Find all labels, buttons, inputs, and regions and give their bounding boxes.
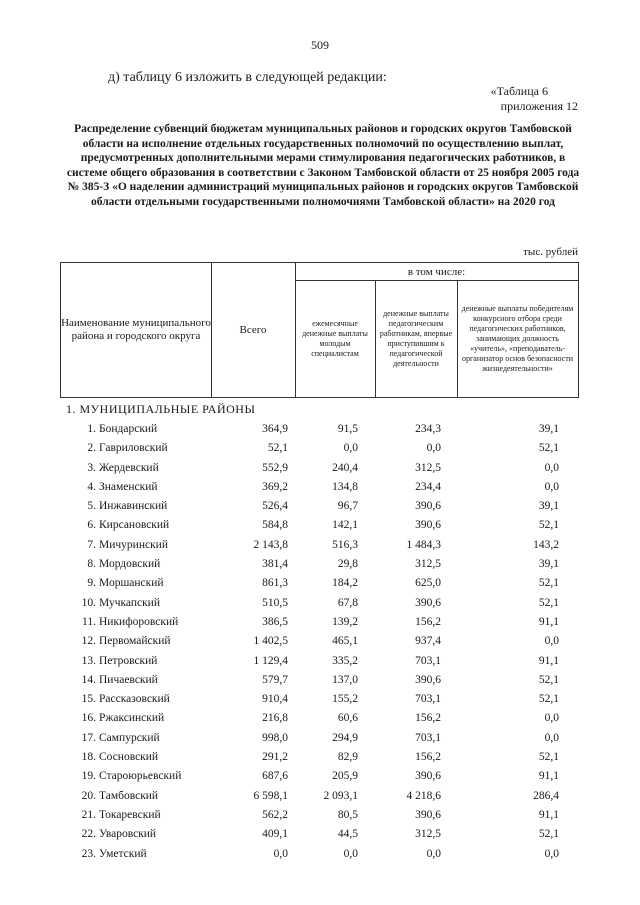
value-total: 552,9 [262,461,288,474]
district-name: Инжавинский [99,500,168,513]
district-name: Жердевский [99,461,159,474]
district-name: Токаревский [99,808,161,821]
value-contest-winners: 286,4 [533,789,559,802]
value-contest-winners: 0,0 [544,847,559,860]
value-contest-winners: 52,1 [538,751,559,764]
value-contest-winners: 0,0 [544,731,559,744]
table-row [0,497,640,516]
value-total: 369,2 [262,480,288,493]
value-contest-winners: 91,1 [538,615,559,628]
value-monthly-young-specialists: 155,2 [332,693,358,706]
value-first-time-teachers: 234,3 [415,423,441,435]
district-name: Мордовский [99,558,161,571]
value-total: 381,4 [262,558,288,571]
value-contest-winners: 52,1 [538,442,559,455]
value-total: 1 402,5 [253,635,288,648]
value-contest-winners: 39,1 [538,500,559,513]
table-row [0,806,640,825]
value-monthly-young-specialists: 0,0 [343,847,358,860]
value-contest-winners: 52,1 [538,519,559,532]
value-monthly-young-specialists: 139,2 [332,615,358,628]
value-first-time-teachers: 156,2 [415,751,441,764]
row-number: 5. [87,500,96,513]
value-monthly-young-specialists: 516,3 [332,538,358,551]
value-monthly-young-specialists: 82,9 [337,751,358,764]
value-total: 526,4 [262,500,288,513]
district-name: Знаменский [99,480,158,493]
value-first-time-teachers: 703,1 [415,731,441,744]
row-number: 20. [81,789,96,802]
district-name: Гавриловский [99,442,168,455]
document-title: Распределение субвенций бюджетам муниципальных районов и городских округов Тамбовской области на исполнение отдельных государственных полномочий по осуществлению выплат, предусмотренных дополнительными мерами стимулирования педагогических работников, в системе общего образования в соответствии с Законом Тамбовской области от 25 ноября 2005 года № 385-З «О наделении администраций муниципальных районов и городских округов Тамбовской области отдельными государственными полномочиями Тамбовской области» на 2020 год [66,123,580,208]
value-contest-winners: 143,2 [533,538,559,551]
value-monthly-young-specialists: 44,5 [337,828,358,841]
row-number: 12. [81,635,96,648]
row-number: 21. [81,808,96,821]
table-row [0,574,640,593]
district-name: Пичаевский [99,673,158,686]
row-number: 22. [81,828,96,841]
table-reference [491,84,578,114]
value-first-time-teachers: 312,5 [415,461,441,474]
value-contest-winners: 0,0 [544,635,559,648]
district-name: Рассказовский [99,693,170,706]
row-number: 9. [87,577,96,590]
value-total: 216,8 [262,712,288,725]
value-first-time-teachers: 312,5 [415,828,441,841]
district-name: Моршанский [99,577,164,590]
value-first-time-teachers: 1 484,3 [406,538,441,551]
value-first-time-teachers: 703,1 [415,693,441,706]
row-number: 6. [87,519,96,532]
table-row [0,459,640,478]
value-monthly-young-specialists: 29,8 [337,558,358,571]
table-row [0,439,640,458]
section-title: 1. МУНИЦИПАЛЬНЫЕ РАЙОНЫ [66,402,256,416]
value-total: 409,1 [262,828,288,841]
row-number: 17. [81,731,96,744]
value-contest-winners: 39,1 [538,558,559,571]
table-row [0,632,640,651]
value-first-time-teachers: 390,6 [415,808,441,821]
value-monthly-young-specialists: 2 093,1 [323,789,358,802]
table-header [60,262,579,398]
district-name: Сосновский [99,751,159,764]
value-first-time-teachers: 625,0 [415,577,441,590]
table-row [0,709,640,728]
value-total: 910,4 [262,693,288,706]
table-row [0,729,640,748]
value-monthly-young-specialists: 91,5 [337,423,358,435]
value-total: 291,2 [262,751,288,764]
value-first-time-teachers: 156,2 [415,712,441,725]
value-contest-winners: 0,0 [544,480,559,493]
table-row [0,767,640,786]
value-first-time-teachers: 390,6 [415,770,441,783]
table-row [0,420,640,439]
value-first-time-teachers: 4 218,6 [406,789,441,802]
value-monthly-young-specialists: 60,6 [337,712,358,725]
value-total: 2 143,8 [253,538,288,551]
value-total: 579,7 [262,673,288,686]
district-name: Староюрьевский [99,770,182,783]
value-monthly-young-specialists: 465,1 [332,635,358,648]
table-row [0,536,640,555]
row-number: 10. [81,596,96,609]
district-name: Первомайский [99,635,171,648]
value-total: 364,9 [262,423,288,435]
page-number: 509 [311,38,329,52]
row-number: 18. [81,751,96,764]
value-monthly-young-specialists: 137,0 [332,673,358,686]
value-first-time-teachers: 703,1 [415,654,441,667]
value-total: 0,0 [273,847,288,860]
header-name-column: Наименование муниципального района и городского округа [61,317,211,342]
value-contest-winners: 91,1 [538,808,559,821]
value-contest-winners: 0,0 [544,712,559,725]
value-monthly-young-specialists: 205,9 [332,770,358,783]
value-first-time-teachers: 390,6 [415,673,441,686]
value-monthly-young-specialists: 335,2 [332,654,358,667]
value-contest-winners: 52,1 [538,693,559,706]
row-number: 7. [87,538,96,551]
value-total: 861,3 [262,577,288,590]
value-total: 386,5 [262,615,288,628]
district-name: Ржаксинский [99,712,165,725]
value-total: 1 129,4 [253,654,288,667]
value-contest-winners: 39,1 [538,423,559,435]
value-first-time-teachers: 0,0 [426,847,441,860]
value-first-time-teachers: 312,5 [415,558,441,571]
row-number: 4. [87,480,96,493]
district-name: Уметский [99,847,147,860]
value-monthly-young-specialists: 0,0 [343,442,358,455]
value-total: 6 598,1 [253,789,288,802]
value-contest-winners: 52,1 [538,596,559,609]
value-contest-winners: 52,1 [538,828,559,841]
value-contest-winners: 91,1 [538,770,559,783]
value-monthly-young-specialists: 240,4 [332,461,358,474]
row-number: 3. [87,461,96,474]
value-total: 998,0 [262,731,288,744]
header-total-column: Всего [239,324,267,336]
header-including: в том числе: [407,265,466,278]
value-first-time-teachers: 0,0 [426,442,441,455]
row-number: 19. [81,770,96,783]
district-name: Сампурский [99,731,160,744]
value-contest-winners: 52,1 [538,673,559,686]
instruction-text: д) таблицу 6 изложить в следующей редакции: [108,70,387,85]
value-monthly-young-specialists: 184,2 [332,577,358,590]
district-name: Никифоровский [99,615,179,628]
table-row [0,478,640,497]
table-row [0,787,640,806]
value-total: 562,2 [262,808,288,821]
value-monthly-young-specialists: 80,5 [337,808,358,821]
table-row [0,845,640,864]
value-total: 52,1 [267,442,288,455]
value-total: 584,8 [262,519,288,532]
header-sub-column-2: денежные выплаты педагогическим работникам, впервые приступившим к педагогической деятельности [379,309,453,368]
table-row [0,671,640,690]
header-sub-column-1: ежемесячные денежные выплаты молодым специалистам [302,319,368,358]
district-name: Кирсановский [99,519,170,532]
value-first-time-teachers: 156,2 [415,615,441,628]
value-monthly-young-specialists: 134,8 [332,480,358,493]
row-number: 2. [87,442,96,455]
row-number: 1. [87,423,96,435]
value-monthly-young-specialists: 96,7 [337,500,358,513]
table-row [0,516,640,535]
value-contest-winners: 0,0 [544,461,559,474]
table-ref-line2: приложения 12 [500,99,578,113]
value-monthly-young-specialists: 67,8 [337,596,358,609]
table-row [0,594,640,613]
table-body [0,420,640,864]
units-label: тыс. рублей [523,246,578,258]
row-number: 8. [87,558,96,571]
value-first-time-teachers: 390,6 [415,500,441,513]
table-row [0,748,640,767]
district-name: Петровский [99,654,158,667]
table-row [0,825,640,844]
row-number: 14. [81,673,96,686]
value-contest-winners: 91,1 [538,654,559,667]
district-name: Мичуринский [99,538,168,551]
value-first-time-teachers: 390,6 [415,596,441,609]
table-row [0,613,640,632]
value-monthly-young-specialists: 294,9 [332,731,358,744]
value-monthly-young-specialists: 142,1 [332,519,358,532]
header-sub-column-3: денежные выплаты победителям конкурсного отбора среди педагогических работников, занимающих должность «учитель», «преподаватель-организатор основ безопасности жизнедеятельности» [461,304,574,373]
row-number: 16. [81,712,96,725]
row-number: 23. [81,847,96,860]
table-row [0,652,640,671]
value-contest-winners: 52,1 [538,577,559,590]
value-total: 687,6 [262,770,288,783]
value-first-time-teachers: 937,4 [415,635,441,648]
table-row [0,690,640,709]
row-number: 15. [81,693,96,706]
table-ref-line1: «Таблица 6 [490,84,548,98]
row-number: 11. [82,615,96,628]
value-total: 510,5 [262,596,288,609]
district-name: Мучкапский [99,596,160,609]
value-first-time-teachers: 234,4 [415,480,441,493]
district-name: Уваровский [99,828,157,841]
district-name: Тамбовский [99,789,159,802]
district-name: Бондарский [99,423,158,435]
value-first-time-teachers: 390,6 [415,519,441,532]
row-number: 13. [81,654,96,667]
table-row [0,555,640,574]
